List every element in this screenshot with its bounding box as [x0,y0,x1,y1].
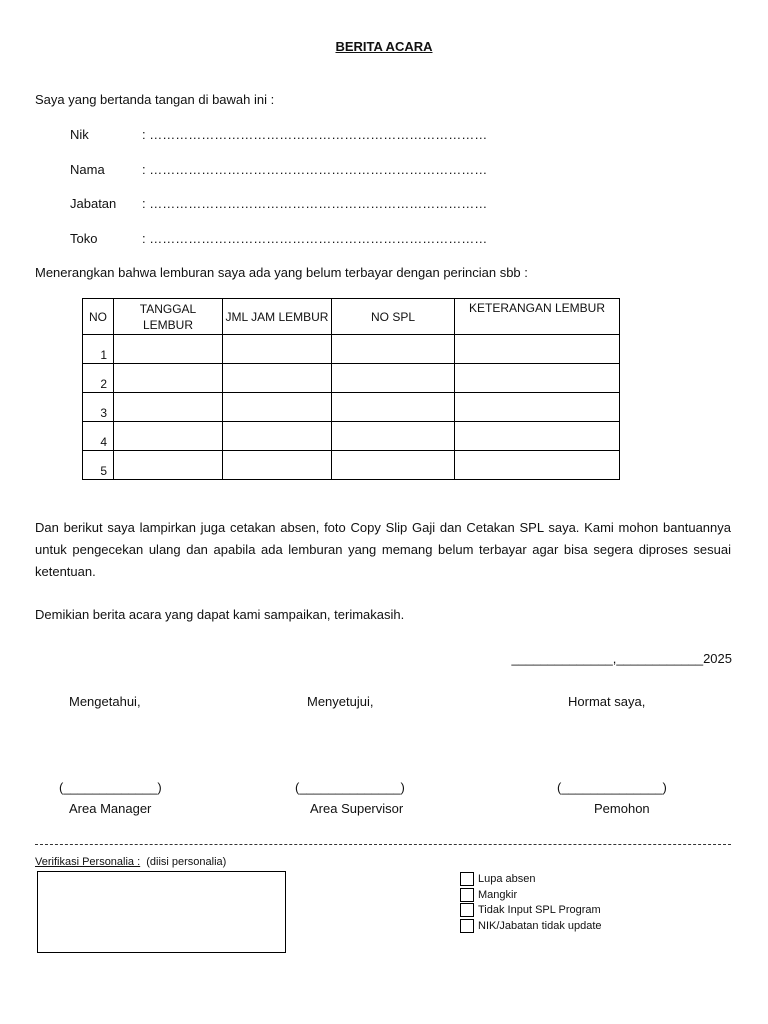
checklist-item [460,872,536,886]
checklist-item [460,903,601,917]
checklist-item [460,888,517,902]
cell-jml-jam[interactable] [223,335,332,364]
signature-title-manager: Area Manager [69,801,152,816]
table-row [83,451,620,480]
cell-jml-jam[interactable] [223,393,332,422]
intro-text: Saya yang bertanda tangan di bawah ini : [35,92,275,107]
cell-tanggal[interactable] [114,393,223,422]
cell-tanggal[interactable] [114,364,223,393]
table-row [83,393,620,422]
signature-blank-supervisor[interactable]: (______________) [295,780,405,795]
checkbox-label: Mangkir [478,889,518,901]
header-no: NO [83,299,114,335]
field-label-jabatan: Jabatan [70,196,117,211]
cell-jml-jam[interactable] [223,451,332,480]
verification-heading [35,856,226,868]
date-line[interactable]: ______________,____________2025 [511,651,732,666]
header-no-spl: NO SPL [332,299,455,335]
checklist-item [460,919,602,933]
table-header-row [83,299,620,335]
cell-no-spl[interactable] [332,393,455,422]
cell-no-spl[interactable] [332,422,455,451]
checkbox[interactable] [460,903,474,917]
cell-tanggal[interactable] [114,451,223,480]
checkbox-label: NIK/Jabatan tidak update [478,920,602,932]
cut-line-divider [35,844,731,845]
cell-keterangan[interactable] [455,335,620,364]
field-label-nik: Nik [70,127,89,142]
signature-blank-pemohon[interactable]: (______________) [557,780,667,795]
checkbox-label: Lupa absen [478,873,536,885]
cell-tanggal[interactable] [114,335,223,364]
overtime-table [82,298,620,480]
checkbox[interactable] [460,888,474,902]
attachment-paragraph: Dan berikut saya lampirkan juga cetakan absen, foto Copy Slip Gaji dan Cetakan SPL saya. Kami mohon bantuannya untuk pengecekan ulang dan apabila ada lemburan yang memang belum terbayar agar bisa segera diproses sesuai ketentuan. [35,520,731,579]
row-number: 3 [83,393,114,422]
row-number: 4 [83,422,114,451]
field-value-nik[interactable]: : …………………………………………………………………… [142,127,488,142]
header-jml-jam: JML JAM LEMBUR [223,299,332,335]
row-number: 1 [83,335,114,364]
cell-keterangan[interactable] [455,451,620,480]
verification-label: Verifikasi Personalia : [35,856,141,868]
cell-keterangan[interactable] [455,393,620,422]
cell-no-spl[interactable] [332,335,455,364]
field-label-nama: Nama [70,162,105,177]
cell-no-spl[interactable] [332,364,455,393]
checkbox[interactable] [460,872,474,886]
cell-tanggal[interactable] [114,422,223,451]
field-value-toko[interactable]: : …………………………………………………………………… [142,231,488,246]
signature-title-pemohon: Pemohon [594,801,650,816]
cell-keterangan[interactable] [455,364,620,393]
field-value-jabatan[interactable]: : …………………………………………………………………… [142,196,488,211]
document-title: BERITA ACARA [335,39,433,54]
table-row [83,422,620,451]
cell-keterangan[interactable] [455,422,620,451]
cell-jml-jam[interactable] [223,422,332,451]
cell-no-spl[interactable] [332,451,455,480]
table-row [83,364,620,393]
verification-note: (diisi personalia) [146,856,227,868]
table-row [83,335,620,364]
field-value-nama[interactable]: : …………………………………………………………………… [142,162,488,177]
statement-text: Menerangkan bahwa lemburan saya ada yang belum terbayar dengan perincian sbb : [35,265,528,280]
verification-box[interactable] [37,871,286,953]
row-number: 5 [83,451,114,480]
signature-role-hormat: Hormat saya, [568,694,646,709]
closing-text: Demikian berita acara yang dapat kami sampaikan, terimakasih. [35,607,405,622]
checkbox[interactable] [460,919,474,933]
header-tanggal: TANGGAL LEMBUR [114,299,223,335]
checkbox-label: Tidak Input SPL Program [478,904,601,916]
signature-role-menyetujui: Menyetujui, [307,694,374,709]
cell-jml-jam[interactable] [223,364,332,393]
field-label-toko: Toko [70,231,98,246]
header-keterangan: KETERANGAN LEMBUR [455,299,620,335]
signature-role-mengetahui: Mengetahui, [69,694,141,709]
row-number: 2 [83,364,114,393]
signature-blank-manager[interactable]: (_____________) [59,780,162,795]
signature-title-supervisor: Area Supervisor [310,801,404,816]
